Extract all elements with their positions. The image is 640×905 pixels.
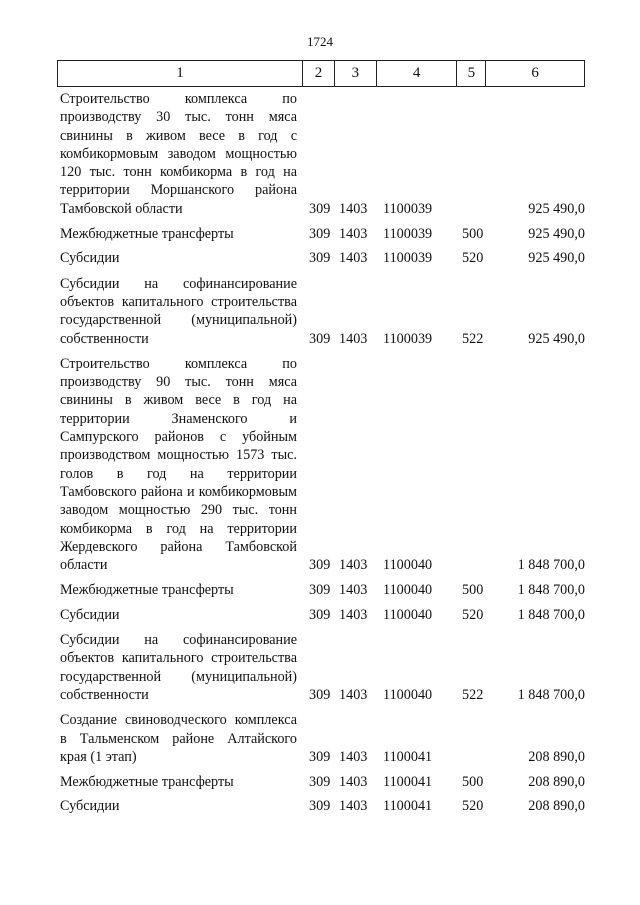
row-name: Субсидии xyxy=(60,250,120,267)
row-col4: 1100039 xyxy=(383,226,433,243)
row-col5: 522 xyxy=(462,330,484,347)
row-col4: 1100040 xyxy=(383,582,433,599)
row-col2: 309 xyxy=(309,606,331,623)
row-col4: 1100040 xyxy=(383,606,433,623)
table-row xyxy=(57,581,585,599)
row-name: Субсидии на софинансирование объектов капитального строительства государственной (муниципальной) собственности xyxy=(60,275,297,347)
row-col3: 1403 xyxy=(339,200,368,217)
header-cell-3: 3 xyxy=(335,61,377,86)
header-cell-1: 1 xyxy=(58,61,303,86)
row-name: Создание свиноводческого комплекса в Тальменском районе Алтайского края (1 этап) xyxy=(60,712,297,765)
row-col3: 1403 xyxy=(339,226,368,243)
row-name: Межбюджетные трансферты xyxy=(60,582,234,599)
row-name: Субсидии xyxy=(60,798,120,815)
row-col5: 500 xyxy=(462,774,484,791)
header-cell-4: 4 xyxy=(377,61,458,86)
row-name: Строительство комплекса по производству 90 тыс. тонн мяса свинины в живом весе в год на территории Знаменского и Сампурского районов с убойным производством мощностью 1573 тыс. голов в год на территории Тамбовского района и комбикормовым заводом мощностью 290 тыс. тонн комбикорма в год на территории Жердевского района Тамбовской области xyxy=(60,355,297,574)
row-col4: 1100041 xyxy=(383,748,433,765)
row-col3: 1403 xyxy=(339,582,368,599)
row-name: Строительство комплекса по производству 30 тыс. тонн мяса свинины в живом весе в год с комбикормовым заводом мощностью 120 тыс. тонн комбикорма в год на территории Моршанского района Тамбовской области xyxy=(60,91,297,217)
row-col4: 1100041 xyxy=(383,798,433,815)
row-amount: 208 890,0 xyxy=(528,774,585,791)
row-col3: 1403 xyxy=(339,748,368,765)
header-cell-2: 2 xyxy=(303,61,335,86)
row-col3: 1403 xyxy=(339,606,368,623)
row-amount: 1 848 700,0 xyxy=(517,582,585,599)
table-header xyxy=(57,60,585,87)
row-col4: 1100041 xyxy=(383,774,433,791)
row-col3: 1403 xyxy=(339,330,368,347)
row-col4: 1100039 xyxy=(383,200,433,217)
header-cell-6: 6 xyxy=(531,65,539,81)
row-col4: 1100040 xyxy=(383,686,433,703)
row-amount: 925 490,0 xyxy=(528,330,585,347)
row-col2: 309 xyxy=(309,686,331,703)
row-amount: 208 890,0 xyxy=(528,748,585,765)
row-col2: 309 xyxy=(309,582,331,599)
row-col3: 1403 xyxy=(339,250,368,267)
page-number: 1724 xyxy=(307,34,333,49)
table-row xyxy=(57,225,585,243)
row-name: Межбюджетные трансферты xyxy=(60,226,234,243)
row-amount: 1 848 700,0 xyxy=(517,557,585,574)
table-row xyxy=(57,90,585,218)
table-row xyxy=(57,275,585,348)
row-col4: 1100039 xyxy=(383,250,433,267)
row-amount: 925 490,0 xyxy=(528,200,585,217)
row-col2: 309 xyxy=(309,557,331,574)
row-col3: 1403 xyxy=(339,557,368,574)
row-col2: 309 xyxy=(309,748,331,765)
row-col5: 522 xyxy=(462,686,484,703)
row-col2: 309 xyxy=(309,200,331,217)
row-col5: 520 xyxy=(462,250,484,267)
row-col5: 500 xyxy=(462,582,484,599)
row-amount: 925 490,0 xyxy=(528,226,585,243)
row-col3: 1403 xyxy=(339,774,368,791)
row-col3: 1403 xyxy=(339,798,368,815)
table-row xyxy=(57,711,585,766)
row-col4: 1100039 xyxy=(383,330,433,347)
row-amount: 208 890,0 xyxy=(528,798,585,815)
row-amount: 925 490,0 xyxy=(528,250,585,267)
row-col2: 309 xyxy=(309,774,331,791)
row-name: Субсидии на софинансирование объектов капитального строительства государственной (муниципальной) собственности xyxy=(60,632,297,703)
row-col5: 520 xyxy=(462,606,484,623)
row-col2: 309 xyxy=(309,250,331,267)
table-row xyxy=(57,631,585,704)
row-name: Межбюджетные трансферты xyxy=(60,774,234,791)
row-col5: 520 xyxy=(462,798,484,815)
row-amount: 1 848 700,0 xyxy=(517,606,585,623)
row-col2: 309 xyxy=(309,330,331,347)
row-col2: 309 xyxy=(309,226,331,243)
row-name: Субсидии xyxy=(60,606,120,623)
table-row xyxy=(57,773,585,791)
table-row xyxy=(57,355,585,575)
row-amount: 1 848 700,0 xyxy=(517,686,585,703)
row-col4: 1100040 xyxy=(383,557,433,574)
table-body xyxy=(57,90,585,816)
table-row xyxy=(57,249,585,267)
table-row xyxy=(57,797,585,815)
row-col3: 1403 xyxy=(339,686,368,703)
header-cell-5: 5 xyxy=(457,61,486,86)
row-col5: 500 xyxy=(462,226,484,243)
row-col2: 309 xyxy=(309,798,331,815)
table-row xyxy=(57,606,585,624)
